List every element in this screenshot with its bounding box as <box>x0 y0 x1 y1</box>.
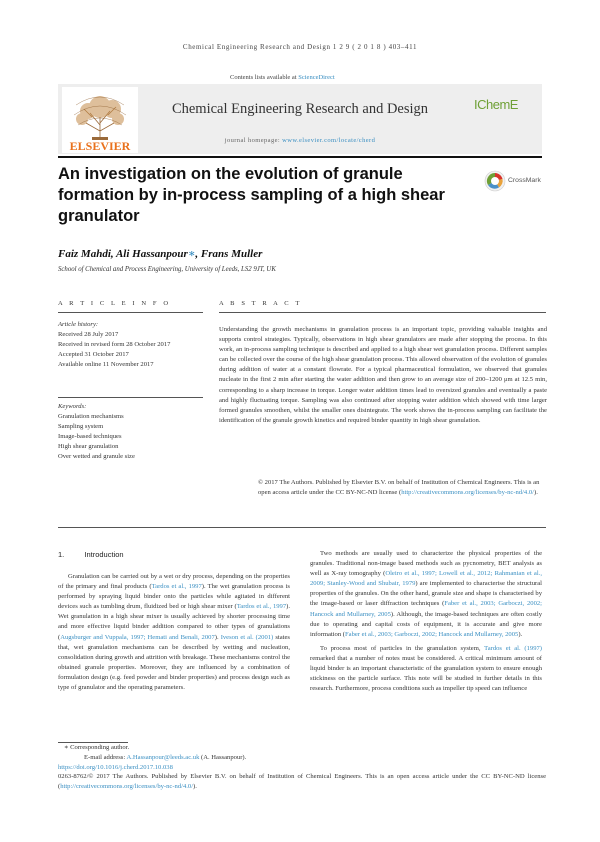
paragraph-text: Granulation can be carried out by a wet or dry process, depending on the properties of the primary and final products ( <box>58 573 290 591</box>
email-link[interactable]: A.Hassanpour@leeds.ac.uk <box>126 753 200 761</box>
section-title: Introduction <box>84 550 124 559</box>
history-accepted: Accepted 31 October 2017 <box>58 351 129 358</box>
history-received: Received 28 July 2017 <box>58 331 119 338</box>
journal-homepage <box>150 137 450 144</box>
section-heading <box>58 550 124 559</box>
citation-link[interactable]: Tardos et al., 1997 <box>236 603 287 611</box>
copyright-text: © 2017 The Authors. Published by Elsevier B.V. on behalf of Institution of Chemical Engineers. This is an open access article under the CC BY-NC-ND license ( <box>258 479 540 497</box>
license-text: 0263-8762/© 2017 The Authors. Published by Elsevier B.V. on behalf of Institution of Chemical Engineers. This is an open access article under the CC BY-NC-ND license ( <box>58 773 546 791</box>
paragraph-text: remarked that a number of notes must be considered. A critical minimum amount of liquid binder is an important characteristic of the granulation system to ensure enough stickiness on the particle surface. This note will be studied in further details in this research. Furthermore, process conditions such as impeller tip speed can influence <box>310 654 542 693</box>
copyright-tail: ). <box>534 489 538 497</box>
keyword-item: Image-based techniques <box>58 433 122 440</box>
abstract-rule <box>219 312 546 313</box>
keywords-rule <box>58 397 203 398</box>
paragraph-text: ). Although, the image-based techniques are often costly due to operating and capital costs of equipment, it is accurate and give more information ( <box>310 610 542 638</box>
keyword-item: Granulation mechanisms <box>58 413 124 420</box>
elsevier-tree-icon <box>62 87 138 153</box>
doi-link[interactable]: https://doi.org/10.1016/j.cherd.2017.10.038 <box>58 763 173 771</box>
email-label: E-mail address: <box>84 753 127 761</box>
crossmark-label: CrossMark <box>508 177 541 184</box>
keyword-item: Sampling system <box>58 423 104 430</box>
contents-line <box>230 74 335 81</box>
paragraph-text: ). <box>518 630 523 638</box>
corresponding-author-mark[interactable]: ∗ <box>187 248 196 260</box>
citation-link[interactable]: Oleiro et al., 1997; Lowell et al., 2012; Rahmanian et al., 2009; Stanley-Wood and Shubair, 1979 <box>310 570 542 588</box>
authors-secondary: , Frans Muller <box>195 248 263 260</box>
running-head: Chemical Engineering Research and Design 1 2 9 ( 2 0 1 8 ) 403–411 <box>182 43 418 51</box>
citation-link[interactable]: Iveson et al. (2001) <box>220 633 274 641</box>
header-rule <box>58 156 542 158</box>
abstract-copyright <box>258 478 548 498</box>
license-link[interactable]: http://creativecommons.org/licenses/by-nc-nd/4.0/ <box>401 489 535 497</box>
citation-link[interactable]: Tardos et al. (1997) <box>484 644 542 652</box>
author-list <box>58 247 262 260</box>
crossmark-icon <box>484 170 506 192</box>
keywords <box>58 402 208 462</box>
citation-link[interactable]: Augsburger and Vuppala, 1997; Hemati and Benali, 2007 <box>60 633 215 641</box>
article-info-rule <box>58 312 203 313</box>
keyword-item: High shear granulation <box>58 443 119 450</box>
elsevier-wordmark: ELSEVIER <box>69 139 131 153</box>
body-paragraph <box>310 644 542 694</box>
journal-title: Chemical Engineering Research and Design <box>171 101 429 117</box>
section-number: 1. <box>58 550 65 559</box>
history-online: Available online 11 November 2017 <box>58 361 154 368</box>
icheme-logo: IChemE <box>474 97 518 112</box>
email-suffix: (A. Hassanpour). <box>199 753 247 761</box>
citation-link[interactable]: Tardos et al., 1997 <box>151 583 202 591</box>
paragraph-text: ) are implemented to characterise the structural properties of the granules. On the other hand, granule size and shape is characterised by the image-based or laser diffraction techniques ( <box>310 580 543 608</box>
crossmark-badge[interactable] <box>484 170 544 194</box>
footer-license-link[interactable]: http://creativecommons.org/licenses/by-nc-nd/4.0/ <box>60 783 194 791</box>
email-line <box>58 753 546 763</box>
paragraph-text: ). Wet granulation in a high shear mixer is usually achieved by shorter processing time and more effective liquid binder addition compared to other types of granulations ( <box>58 603 290 641</box>
abstract-heading: A B S T R A C T <box>219 300 302 307</box>
paragraph-text: ). <box>214 633 221 641</box>
homepage-prefix: journal homepage: <box>224 137 281 144</box>
article-history <box>58 320 208 370</box>
paragraph-text: To process most of particles in the granulation system, <box>320 644 485 652</box>
article-title: An investigation on the evolution of granule formation by in-process sampling of a high shear granulator <box>58 165 445 225</box>
contents-prefix: Contents lists available at <box>230 74 297 81</box>
footnotes <box>58 743 546 792</box>
citation-link[interactable]: Faber et al., 2003; Garboczi, 2002; Hancock and Mullarney, 2005 <box>344 630 519 638</box>
body-paragraph <box>58 572 290 693</box>
history-label: Article history: <box>58 321 99 328</box>
paragraph-text: ). The wet granulation process is performed by spraying liquid binder onto the particles while agitated in different devices such as tumbling drum, fluidized bed or high shear mixer ( <box>58 583 291 611</box>
license-tail: ). <box>193 783 197 791</box>
left-column <box>58 572 290 697</box>
paragraph-text: states that, wet granulation mechanisms can be described by wetting and nucleation, consolidation during growth and attrition with breakage. These mechanisms control the obtained granule properties. Moreover, they are influenced by a combination of formulation design (e.g. feed powder and binder properties) and process design such as type of granulator and the operating parameters. <box>58 633 290 692</box>
article-info-heading: A R T I C L E I N F O <box>58 300 171 307</box>
citation-link[interactable]: Faber et al., 2003; Garboczi, 2002; Hancock and Mullarney, 2005 <box>310 600 543 618</box>
affiliation: School of Chemical and Process Engineering, University of Leeds, LS2 9JT, UK <box>58 266 276 273</box>
body-paragraph <box>310 549 542 640</box>
right-column <box>310 549 542 698</box>
keyword-item: Over wetted and granule size <box>58 453 135 460</box>
abstract-bottom-rule <box>58 527 546 528</box>
paragraph-text: Two methods are usually used to characterize the physical properties of the granules. Traditional non-image based methods such as pycnometry, BET analysis as well as X-ray tomography ( <box>310 550 542 578</box>
license-note <box>58 772 546 792</box>
corresponding-note: ∗ Corresponding author. <box>64 744 130 751</box>
authors-primary: Faiz Mahdi, Ali Hassanpour <box>58 248 188 260</box>
keywords-label: Keywords: <box>58 403 87 410</box>
sciencedirect-link[interactable]: ScienceDirect <box>298 74 335 81</box>
history-revised: Received in revised form 28 October 2017 <box>58 341 171 348</box>
abstract-body: Understanding the growth mechanisms in granulation process is an important topic, providing valuable insights and supports control strategies. Typically, observations in high shear granulators are made after stopping the process. In this work, an in-process sampling technique is described and applied to a high shear wet granulation process. Different samples can be collected over the course of the high shear granulation process. This allowed observation of the evolution of granules during addition of water at a constant flowrate. For a typical pharmaceutical formulation, we observed that granules nucleate in the first 2 min after starting the water addition and then grow to an average size of 200–1200 μm at 12.5 min, corresponding to a sharp increase in torque. Longer water addition times lead to oversized granules and eventually a paste and highly fluctuating torque. Sampling was also continued after stopping water addition which showed with time larger formed granules smoothen, whilst the smaller ones disintegrate. The work shows the in-process sampling can facilitate the identification of the granule growth kinetics and required binder quantity in high shear granulation. <box>219 326 547 424</box>
homepage-link[interactable]: www.elsevier.com/locate/cherd <box>282 137 376 144</box>
